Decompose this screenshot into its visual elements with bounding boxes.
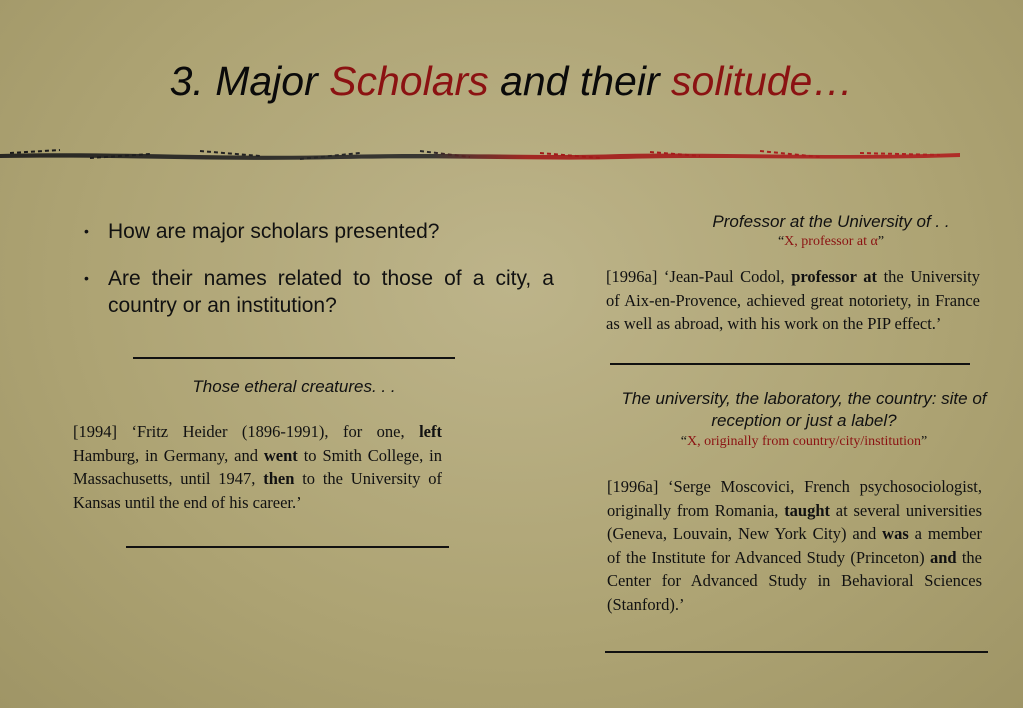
- bullet-list: [84, 218, 554, 339]
- slide-title: [0, 58, 1023, 105]
- quote-bold: and: [929, 547, 957, 567]
- title-and-their: and their: [500, 58, 660, 104]
- quote-bold: was: [882, 524, 909, 543]
- quote-text: Hamburg, in Germany, and: [73, 445, 264, 465]
- quote-bold: went: [263, 445, 298, 465]
- quote-text: the Center for Advanced Study in Behavioral Sciences (Stanford).’: [607, 547, 982, 614]
- bullet-dot: •: [84, 270, 89, 286]
- bullet-item: [84, 265, 554, 319]
- bullet-dot: •: [84, 223, 89, 239]
- right-bottom-caption: The university, the laboratory, the country: site of reception or just a label?: [621, 389, 987, 430]
- left-rule-top: [133, 357, 455, 359]
- close-quote: ”: [921, 434, 928, 449]
- quote-text: to Smith College, in Massachusetts, until 1947,: [73, 445, 442, 488]
- quote-bold: left: [419, 422, 442, 441]
- subcaption-text: X, professor at α: [784, 234, 878, 249]
- quote-text: to the University of Kansas until the end of his career.’: [73, 469, 442, 512]
- title-scholars: Scholars: [329, 58, 489, 104]
- quote-bold: then: [263, 469, 295, 488]
- quote-text: the University of Aix-en-Provence, achieved great notoriety, in France as well as abroad, with his work on the PIP effect.’: [606, 267, 980, 333]
- title-number: 3. Major: [169, 58, 318, 104]
- right-top-caption: Professor at the University of . .: [712, 212, 950, 231]
- title-solitude: solitude…: [671, 58, 854, 104]
- brush-stroke-divider: [0, 142, 1023, 170]
- bullet-text: Are their names related to those of a city, a country or an institution?: [108, 267, 554, 317]
- quote-text: [1994] ‘Fritz Heider (1896-1991), for one,: [73, 422, 420, 441]
- right-top-rule: [610, 363, 970, 365]
- quote-text: [1996a] ‘Serge Moscovici, French psychosociologist, originally from Romania,: [607, 477, 982, 520]
- right-bottom-subcaption: [612, 434, 996, 450]
- left-caption: Those etheral creatures. . .: [192, 377, 396, 396]
- quote-bold: taught: [784, 500, 831, 520]
- quote-bold: professor at: [791, 267, 877, 286]
- subcaption-text: X, originally from country/city/institution: [686, 434, 922, 449]
- heider-quote: [73, 420, 442, 514]
- right-bottom-rule: [605, 651, 988, 653]
- open-quote: “: [680, 434, 687, 449]
- moscovici-quote: [607, 475, 982, 616]
- open-quote: “: [777, 234, 785, 249]
- bullet-item: [84, 218, 554, 245]
- quote-text: [1996a] ‘Jean-Paul Codol,: [606, 267, 792, 286]
- close-quote: ”: [877, 234, 885, 249]
- left-rule-bottom: [126, 546, 449, 548]
- quote-text: at several universities (Geneva, Louvain, New York City) and: [607, 500, 982, 543]
- bullet-text: How are major scholars presented?: [108, 220, 440, 243]
- codol-quote: [606, 265, 980, 336]
- quote-text: a member of the Institute for Advanced Study (Princeton): [607, 524, 982, 567]
- right-top-subcaption: [640, 234, 1022, 250]
